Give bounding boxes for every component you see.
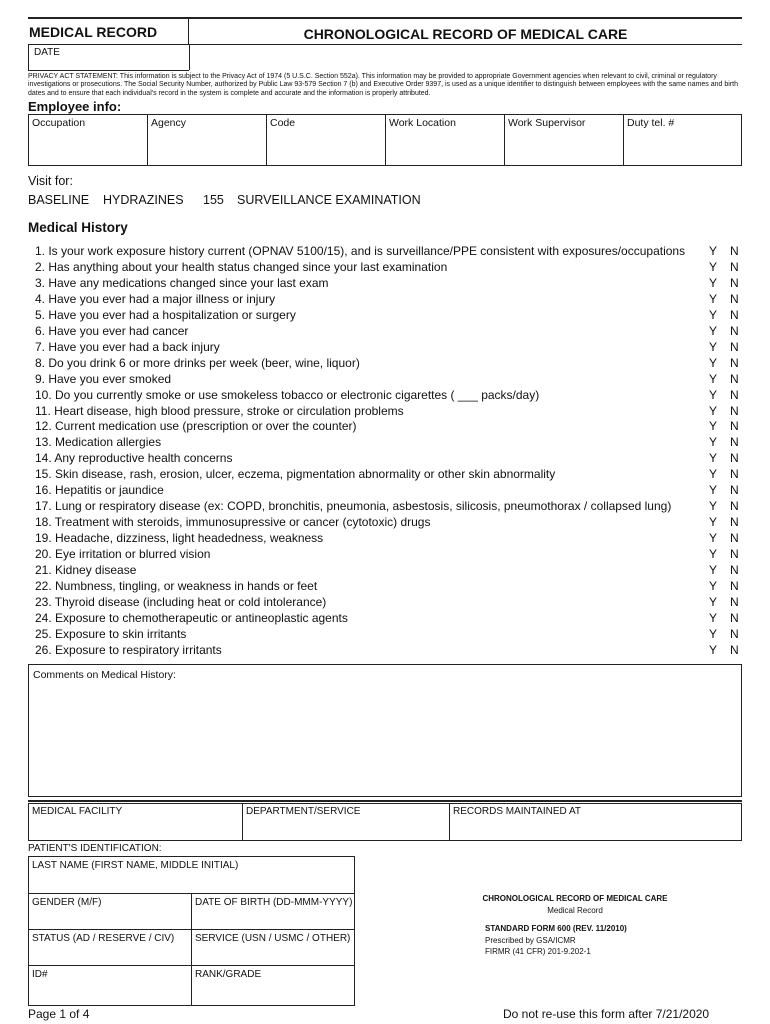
emp-divider — [504, 114, 505, 166]
date-box-right — [189, 44, 190, 70]
department-field[interactable]: DEPARTMENT/SERVICE — [246, 806, 361, 817]
no-option[interactable]: N — [730, 467, 739, 482]
code-field[interactable]: Code — [270, 117, 296, 129]
comments-label: Comments on Medical History: — [33, 669, 176, 681]
rank-field[interactable]: RANK/GRADE — [195, 969, 262, 980]
yes-option[interactable]: Y — [709, 467, 718, 482]
question-text: 4. Have you ever had a major illness or injury — [35, 291, 276, 306]
agency-field[interactable]: Agency — [151, 117, 187, 129]
visit-agent: HYDRAZINES — [103, 193, 184, 207]
yes-option[interactable]: Y — [709, 483, 718, 498]
last-name-field[interactable]: LAST NAME (FIRST NAME, MIDDLE INITIAL) — [32, 860, 239, 871]
question-text: 21. Kidney disease — [35, 563, 137, 577]
form-info-subtitle: Medical Record — [547, 906, 603, 915]
no-option[interactable]: N — [730, 371, 739, 386]
yes-option[interactable]: Y — [709, 515, 718, 530]
question-row — [28, 450, 742, 466]
yes-option[interactable]: Y — [709, 451, 718, 466]
no-option[interactable]: N — [730, 244, 739, 258]
question-row — [28, 355, 742, 371]
yes-option[interactable]: Y — [709, 371, 718, 386]
occupation-field[interactable]: Occupation — [32, 117, 86, 129]
no-option[interactable]: N — [730, 403, 739, 418]
question-row — [28, 259, 742, 275]
question-row — [28, 514, 742, 530]
question-row — [28, 403, 742, 419]
facility-top-rule — [28, 800, 742, 802]
question-text: 10. Do you currently smoke or use smokeless tobacco or electronic cigarettes ( ___ packs/day) — [35, 387, 540, 402]
page-number: Page 1 of 4 — [28, 1007, 90, 1021]
no-option[interactable]: N — [730, 578, 739, 593]
question-row — [28, 243, 742, 259]
question-row — [28, 323, 742, 339]
question-row — [28, 418, 742, 434]
dob-field[interactable]: DATE OF BIRTH (DD-MMM-YYYY) — [195, 897, 353, 908]
no-option[interactable]: N — [730, 483, 739, 498]
no-option[interactable]: N — [730, 451, 739, 466]
question-text: 26. Exposure to respiratory irritants — [35, 642, 222, 657]
question-row — [28, 530, 742, 546]
yes-option[interactable]: Y — [709, 435, 718, 450]
no-option[interactable]: N — [730, 339, 739, 354]
emp-divider — [147, 114, 148, 166]
no-option[interactable]: N — [730, 387, 739, 402]
yes-option[interactable]: Y — [709, 307, 718, 322]
facility-table — [28, 803, 742, 841]
question-row — [28, 371, 742, 387]
yes-option[interactable]: Y — [709, 563, 718, 577]
id-field[interactable]: ID# — [32, 969, 48, 980]
question-row — [28, 275, 742, 291]
privacy-statement: PRIVACY ACT STATEMENT: This information is subject to the Privacy Act of 1974 (5 U.S.C. Section 552a). This information may be provided to appropriate Government agencies when relevant to civil, criminal or regulatory investigations or prosecutions. The Social Security Number, authorized by Public Law 93-579 Section 7 (b) and Executive Order 9397, is used as a unique identifier to distinguish between employees with the same names and birth dates and to ensure that each individual's record in the system is complete and accurate and the information is properly attributed. — [28, 73, 738, 97]
header-left — [28, 17, 189, 44]
no-option[interactable]: N — [730, 259, 739, 274]
yes-option[interactable]: Y — [709, 578, 718, 593]
question-text: 13. Medication allergies — [35, 435, 162, 450]
yes-option[interactable]: Y — [709, 531, 718, 546]
question-row — [28, 498, 742, 514]
no-option[interactable]: N — [730, 499, 739, 514]
question-text: 12. Current medication use (prescription or over the counter) — [35, 419, 357, 434]
yes-option[interactable]: Y — [709, 355, 718, 370]
service-field[interactable]: SERVICE (USN / USMC / OTHER) — [195, 933, 351, 944]
medical-history-heading: Medical History — [28, 220, 128, 235]
question-text: 22. Numbness, tingling, or weakness in hands or feet — [35, 578, 318, 593]
question-text: 8. Do you drink 6 or more drinks per week (beer, wine, liquor) — [35, 355, 360, 370]
question-row — [28, 291, 742, 307]
medical-facility-field[interactable]: MEDICAL FACILITY — [32, 806, 123, 817]
no-option[interactable]: N — [730, 307, 739, 322]
question-row — [28, 642, 742, 658]
question-text: 25. Exposure to skin irritants — [35, 626, 187, 641]
chronological-record-title: CHRONOLOGICAL RECORD OF MEDICAL CARE — [303, 26, 628, 42]
no-option[interactable]: N — [730, 626, 739, 641]
question-text: 7. Have you ever had a back injury — [35, 339, 220, 354]
question-row — [28, 434, 742, 450]
no-option[interactable]: N — [730, 275, 739, 290]
question-text: 15. Skin disease, rash, erosion, ulcer, eczema, pigmentation abnormality or other skin abnormality — [35, 467, 556, 482]
visit-label: Visit for: — [28, 174, 73, 188]
question-text: 23. Thyroid disease (including heat or cold intolerance) — [35, 594, 327, 609]
question-text: 11. Heart disease, high blood pressure, stroke or circulation problems — [35, 403, 404, 418]
no-option[interactable]: N — [730, 547, 739, 562]
no-option[interactable]: N — [730, 563, 739, 577]
yes-option[interactable]: Y — [709, 499, 718, 514]
yes-option[interactable]: Y — [709, 275, 718, 290]
yes-option[interactable]: Y — [709, 291, 718, 306]
question-text: 20. Eye irritation or blurred vision — [35, 547, 211, 562]
question-row — [28, 546, 742, 562]
emp-divider — [266, 114, 267, 166]
question-text: 2. Has anything about your health status changed since your last examination — [35, 259, 448, 274]
patient-id-title: PATIENT'S IDENTIFICATION: — [28, 843, 162, 854]
no-option[interactable]: N — [730, 323, 739, 338]
form-prescribed: Prescribed by GSA/ICMR — [485, 936, 576, 945]
form-info-title: CHRONOLOGICAL RECORD OF MEDICAL CARE — [482, 894, 668, 903]
question-row — [28, 466, 742, 482]
yes-option[interactable]: Y — [709, 626, 718, 641]
no-option[interactable]: N — [730, 531, 739, 546]
yes-option[interactable]: Y — [709, 594, 718, 609]
work-location-field[interactable]: Work Location — [389, 117, 456, 129]
question-text: 3. Have any medications changed since your last exam — [35, 275, 329, 290]
yes-option[interactable]: Y — [709, 610, 718, 625]
no-option[interactable]: N — [730, 291, 739, 306]
gender-field[interactable]: GENDER (M/F) — [32, 897, 102, 908]
question-row — [28, 610, 742, 626]
employee-info-title: Employee info: — [28, 99, 122, 114]
date-label: DATE — [34, 47, 60, 58]
emp-divider — [385, 114, 386, 166]
yes-option[interactable]: Y — [709, 419, 718, 434]
question-text: 16. Hepatitis or jaundice — [35, 483, 164, 498]
form-firmr: FIRMR (41 CFR) 201-9.202-1 — [485, 947, 591, 956]
status-field[interactable]: STATUS (AD / RESERVE / CIV) — [32, 933, 175, 944]
yes-option[interactable]: Y — [709, 642, 718, 657]
reuse-notice: Do not re-use this form after 7/21/2020 — [503, 1007, 710, 1021]
medical-record-title: MEDICAL RECORD — [29, 24, 158, 40]
no-option[interactable]: N — [730, 435, 739, 450]
date-box-left — [28, 44, 29, 70]
visit-type: BASELINE — [28, 193, 90, 207]
facility-divider — [242, 803, 243, 841]
no-option[interactable]: N — [730, 594, 739, 609]
yes-option[interactable]: Y — [709, 244, 718, 258]
duty-tel-field[interactable]: Duty tel. # — [627, 117, 675, 129]
header-bottom-rule — [28, 44, 742, 45]
question-row — [28, 482, 742, 498]
yes-option[interactable]: Y — [709, 547, 718, 562]
question-text: 24. Exposure to chemotherapeutic or antineoplastic agents — [35, 610, 348, 625]
comments-box[interactable] — [28, 664, 742, 797]
pid-col-rule — [191, 893, 192, 1006]
question-text: 9. Have you ever smoked — [35, 371, 172, 386]
yes-option[interactable]: Y — [709, 259, 718, 274]
emp-divider — [623, 114, 624, 166]
date-box-bottom — [28, 70, 189, 71]
form-number: STANDARD FORM 600 (REV. 11/2010) — [485, 924, 627, 933]
question-row — [28, 594, 742, 610]
question-row — [28, 387, 742, 403]
question-text: 5. Have you ever had a hospitalization or surgery — [35, 307, 296, 322]
question-text: 17. Lung or respiratory disease (ex: COPD, bronchitis, pneumonia, asbestosis, silicosis, pneumothorax / collapsed lung) — [35, 499, 672, 514]
yes-option[interactable]: Y — [709, 387, 718, 402]
yes-option[interactable]: Y — [709, 323, 718, 338]
question-row — [28, 626, 742, 642]
question-text: 1. Is your work exposure history current (OPNAV 5100/15), and is surveillance/PPE consistent with exposures/occupations — [35, 244, 686, 258]
work-supervisor-field[interactable]: Work Supervisor — [508, 117, 586, 129]
records-maintained-field[interactable]: RECORDS MAINTAINED AT — [453, 806, 581, 817]
question-text: 18. Treatment with steroids, immunosupressive or cancer (cytotoxic) drugs — [35, 515, 431, 530]
no-option[interactable]: N — [730, 419, 739, 434]
header-right — [189, 17, 742, 44]
yes-option[interactable]: Y — [709, 339, 718, 354]
visit-code: 155 — [203, 193, 224, 207]
question-text: 6. Have you ever had cancer — [35, 323, 189, 338]
question-row — [28, 578, 742, 594]
question-row — [28, 339, 742, 355]
no-option[interactable]: N — [730, 515, 739, 530]
facility-divider — [449, 803, 450, 841]
no-option[interactable]: N — [730, 610, 739, 625]
visit-exam: SURVEILLANCE EXAMINATION — [237, 193, 421, 207]
question-row — [28, 562, 742, 578]
yes-option[interactable]: Y — [709, 403, 718, 418]
question-text: 14. Any reproductive health concerns — [35, 451, 233, 466]
question-row — [28, 307, 742, 323]
no-option[interactable]: N — [730, 355, 739, 370]
no-option[interactable]: N — [730, 642, 739, 657]
question-text: 19. Headache, dizziness, light headedness, weakness — [35, 531, 324, 546]
